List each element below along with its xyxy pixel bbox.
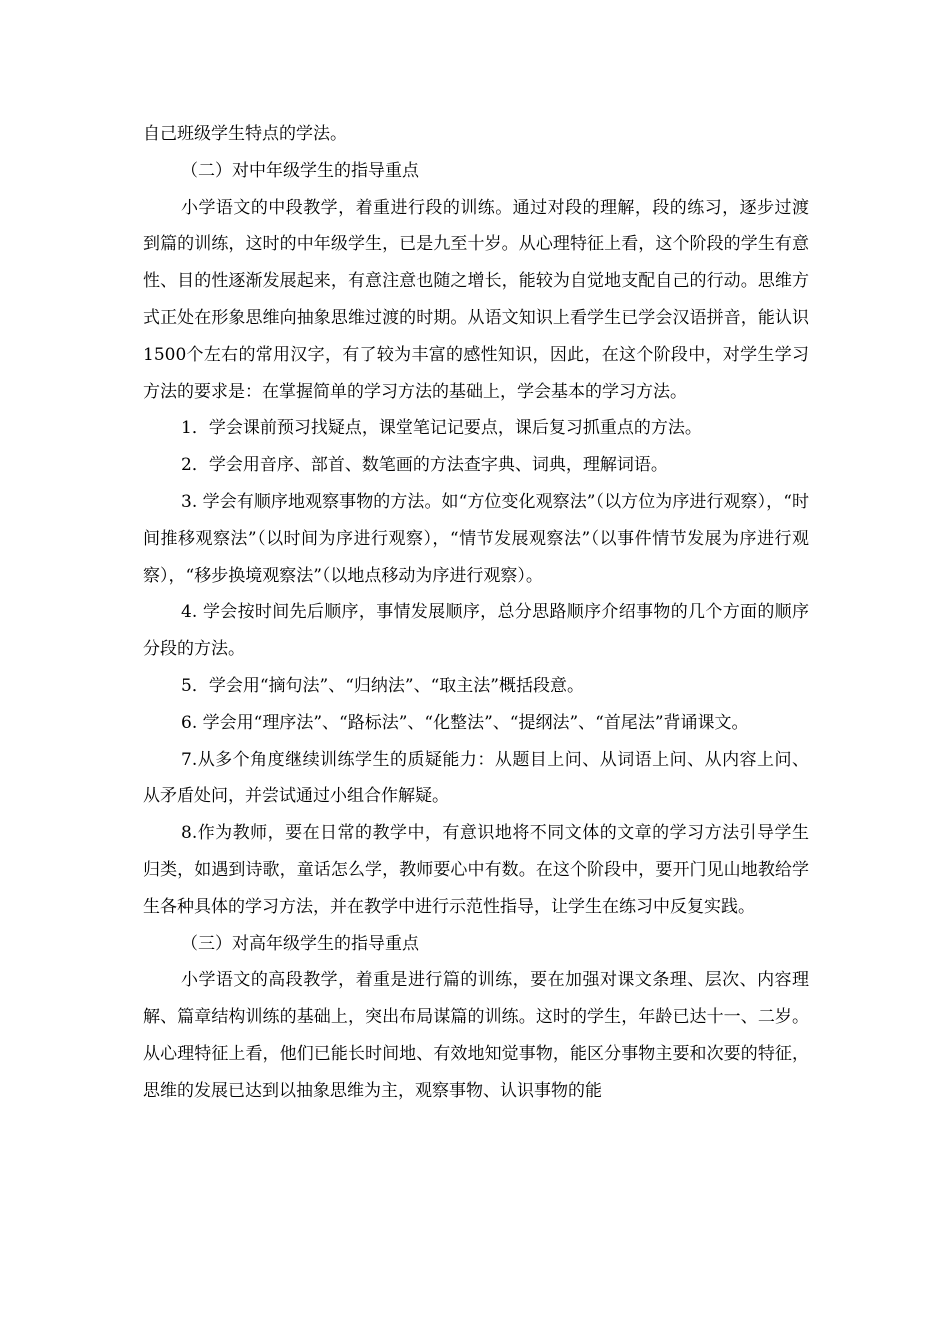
paragraph-middle-grades-intro: 小学语文的中段教学，着重进行段的训练。通过对段的理解，段的练习，逐步过渡到篇的训练，这时的中年级学生，已是九至十岁。从心理特征上看，这个阶段的学生有意性、目的性逐渐发展起来，有意注意也随之增长，能较为自觉地支配自己的行动。思维方式正处在形象思维向抽象思维过渡的时期。从语文知识上看学生已学会汉语拼音，能认识1500个左右的常用汉字，有了较为丰富的感性知识，因此，在这个阶段中，对学生学习方法的要求是：在掌握简单的学习方法的基础上，学会基本的学习方法。	[143, 197, 809, 402]
list-item-5: 5．学会用“摘句法”、“归纳法”、“取主法”概括段意。	[181, 675, 584, 696]
paragraph-upper-grades-intro: 小学语文的高段教学，着重是进行篇的训练，要在加强对课文条理、层次、内容理解、篇章结构训练的基础上，突出布局谋篇的训练。这时的学生，年龄已达十一、二岁。从心理特征上看，他们已能长时间地、有效地知觉事物，能区分事物主要和次要的特征，思维的发展已达到以抽象思维为主，观察事物、认识事物的能	[143, 970, 809, 1101]
section-heading-upper-grades: （三）对高年级学生的指导重点	[181, 933, 419, 954]
list-item-4: 4. 学会按时间先后顺序，事情发展顺序，总分思路顺序介绍事物的几个方面的顺序分段的方法。	[143, 602, 809, 660]
list-item-1: 1．学会课前预习找疑点，课堂笔记记要点，课后复习抓重点的方法。	[181, 418, 702, 439]
list-item-6: 6. 学会用“理序法”、“路标法”、“化整法”、“提纲法”、“首尾法”背诵课文。	[181, 712, 749, 733]
document-body	[143, 116, 809, 1110]
list-item-7: 7.从多个角度继续训练学生的质疑能力：从题目上问、从词语上问、从内容上问、从矛盾处问，并尝试通过小组合作解疑。	[143, 749, 809, 807]
list-item-2: 2．学会用音序、部首、数笔画的方法查字典、词典，理解词语。	[181, 455, 668, 476]
list-item-8: 8.作为教师，要在日常的教学中，有意识地将不同文体的文章的学习方法引导学生归类，如遇到诗歌，童话怎么学，教师要心中有数。在这个阶段中，要开门见山地教给学生各种具体的学习方法，并在教学中进行示范性指导，让学生在练习中反复实践。	[143, 823, 809, 917]
paragraph-continued: 自己班级学生特点的学法。	[143, 124, 347, 144]
section-heading-middle-grades: （二）对中年级学生的指导重点	[181, 160, 419, 181]
list-item-3: 3. 学会有顺序地观察事物的方法。如“方位变化观察法”（以方位为序进行观察），“时间推移观察法”（以时间为序进行观察），“情节发展观察法”（以事件情节发展为序进行观察），“移步换境观察法”（以地点移动为序进行观察）。	[143, 491, 809, 586]
